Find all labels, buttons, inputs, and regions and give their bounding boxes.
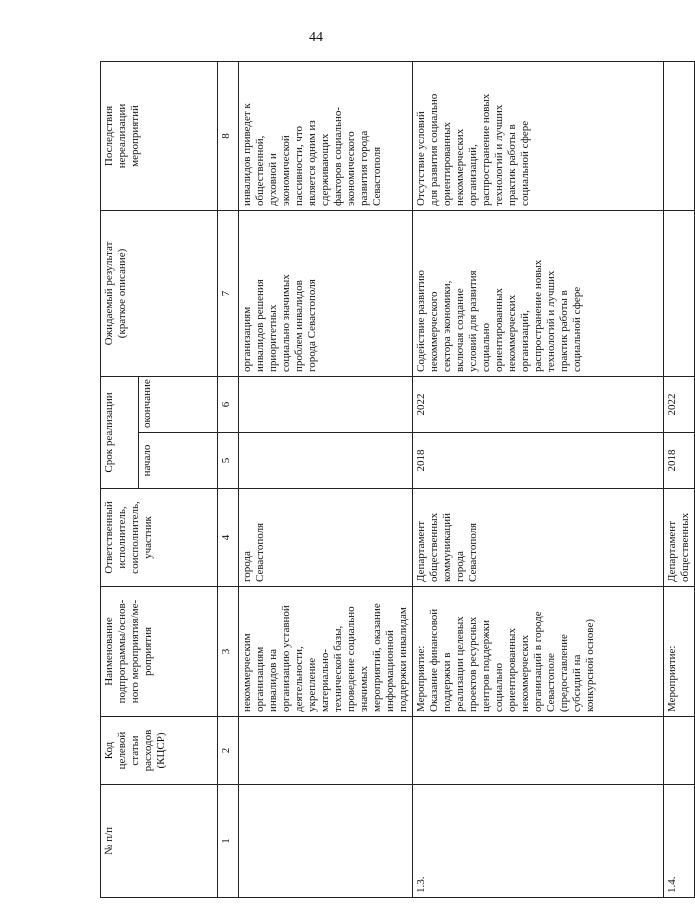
cell-consequence bbox=[664, 61, 695, 210]
cell-start: 2018 bbox=[664, 433, 695, 489]
cell-name: Мероприятие: Оказание финансовой поддержки в реализации целевых проектов ресурсных центров поддержки социально ориентированных некоммерческих организаций в городе Севастополе (предоставление субсидий на конкурсной основе) bbox=[413, 587, 664, 717]
header-group-term: Срок реализации bbox=[101, 376, 139, 488]
cell-result: Содействие развитию некоммерческого сектора экономики, включая создание условий для развития социально ориентированных некоммерческих организаций, распространение новых технологий и лучших практик работы в социальной сфере bbox=[413, 210, 664, 376]
cell-code bbox=[239, 717, 413, 785]
column-number: 5 bbox=[218, 433, 239, 489]
cell-num bbox=[239, 785, 413, 898]
activities-table bbox=[100, 61, 695, 898]
cell-num: 1.3. bbox=[413, 785, 664, 898]
header-col-num: № п/п bbox=[101, 785, 218, 898]
cell-executor: Департамент общественных bbox=[664, 489, 695, 587]
cell-code bbox=[413, 717, 664, 785]
column-number: 1 bbox=[218, 785, 239, 898]
cell-start bbox=[239, 433, 413, 489]
column-number: 6 bbox=[218, 376, 239, 432]
column-numbers-row bbox=[218, 61, 239, 897]
page-number: 44 bbox=[309, 30, 323, 45]
cell-name: некоммерческим организациям инвалидов на организацию уставной деятельности, укрепление материально- технической базы, проведение социально значимых мероприятий, оказание информационной поддержки инвалидам bbox=[239, 587, 413, 717]
cell-end: 2022 bbox=[664, 376, 695, 432]
header-row-1 bbox=[101, 61, 139, 897]
cell-consequence: инвалидов приведет к общественной, духовной и экономической пассивности, что является одним из сдерживающих факторов социально- экономического развития города Севастополя bbox=[239, 61, 413, 210]
header-col-consequence: Последствия нереализации мероприятий bbox=[101, 61, 218, 210]
cell-consequence: Отсутствие условий для развития социально ориентированных некоммерческих организаций, распространение новых технологий и лучших практик работы в социальной сфере bbox=[413, 61, 664, 210]
header-col-executor: Ответственный исполнитель, соисполнитель, участник bbox=[101, 489, 218, 587]
cell-executor: города Севастополя bbox=[239, 489, 413, 587]
cell-name: Мероприятие: bbox=[664, 587, 695, 717]
cell-code bbox=[664, 717, 695, 785]
column-number: 7 bbox=[218, 210, 239, 376]
cell-num: 1.4. bbox=[664, 785, 695, 898]
table-row bbox=[239, 61, 413, 897]
column-number: 3 bbox=[218, 587, 239, 717]
header-col-code: Код целевой статьи расходов (КЦСР) bbox=[101, 717, 218, 785]
cell-executor: Департамент общественных коммуникаций города Севастополя bbox=[413, 489, 664, 587]
column-number: 4 bbox=[218, 489, 239, 587]
cell-result bbox=[664, 210, 695, 376]
header-col-start: начало bbox=[139, 433, 218, 489]
header-col-name: Наименование подпрограммы/основ- ного мероприятия/ме- роприятия bbox=[101, 587, 218, 717]
table-row bbox=[664, 61, 695, 897]
cell-result: организациям инвалидов решения приоритетных социально значимых проблем инвалидов города Севастополя bbox=[239, 210, 413, 376]
rotated-table-wrapper bbox=[100, 62, 691, 898]
cell-end bbox=[239, 376, 413, 432]
table-row bbox=[413, 61, 664, 897]
cell-end: 2022 bbox=[413, 376, 664, 432]
header-col-result: Ожидаемый результат (краткое описание) bbox=[101, 210, 218, 376]
cell-start: 2018 bbox=[413, 433, 664, 489]
column-number: 8 bbox=[218, 61, 239, 210]
header-col-end: окончание bbox=[139, 376, 218, 432]
column-number: 2 bbox=[218, 717, 239, 785]
